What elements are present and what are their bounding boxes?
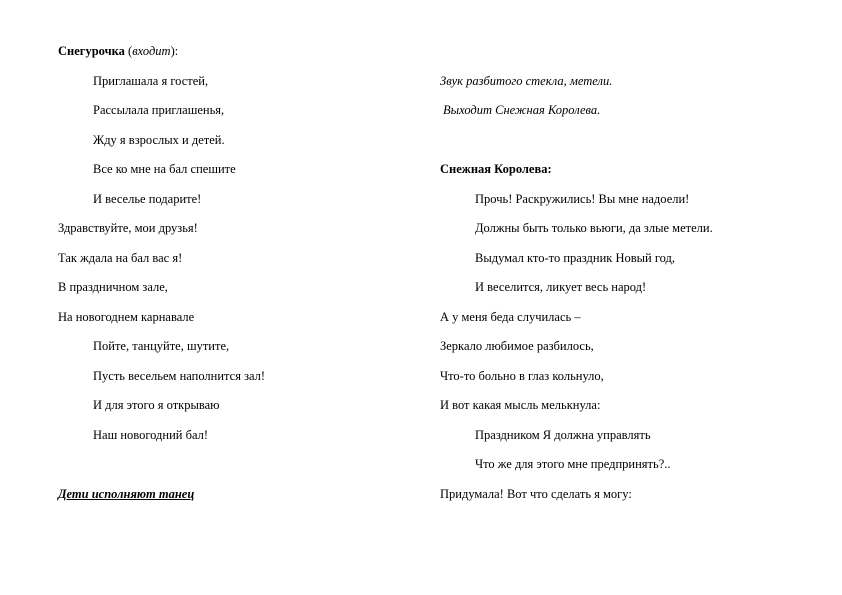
stage-direction-entrance: Выходит Снежная Королева. [443,103,601,117]
stage-note: входит [132,44,171,58]
speaker-name: Снегурочка [58,44,125,58]
greeting-line: В праздничном зале, [58,280,168,294]
greeting-line: Здравствуйте, мои друзья! [58,221,198,235]
verse-line: Выдумал кто-то праздник Новый год, [475,251,676,265]
greeting-line: Так ждала на бал вас я! [58,251,183,265]
verse-line: И веселье подарите! [93,192,202,206]
closing-line: Придумала! Вот что сделать я могу: [440,487,632,501]
verse-line: Что же для этого мне предпринять?.. [475,457,671,471]
verse-line: Пусть весельем наполнится зал! [93,369,266,383]
verse-line: И для этого я открываю [93,398,220,412]
heading-paren-open: ( [124,44,133,58]
greeting-line: На новогоднем карнавале [58,310,195,324]
monologue-line: А у меня беда случилась – [440,310,581,324]
monologue-line: Зеркало любимое разбилось, [440,339,594,353]
verse-line: Прочь! Раскружились! Вы мне надоели! [475,192,690,206]
speaker-heading-snegurochka [58,44,178,59]
stage-direction-sound: Звук разбитого стекла, метели. [440,74,613,88]
verse-line: Все ко мне на бал спешите [93,162,236,176]
verse-line: Праздником Я должна управлять [475,428,651,442]
verse-line: Должны быть только вьюги, да злые метели. [475,221,713,235]
verse-line: Наш новогодний бал! [93,428,209,442]
verse-line: Приглашала я гостей, [93,74,209,88]
speaker-heading-snow-queen: Снежная Королева: [440,162,552,176]
stage-direction: Дети исполняют танец [58,487,195,501]
monologue-line: Что-то больно в глаз кольнуло, [440,369,604,383]
verse-line: Пойте, танцуйте, шутите, [93,339,230,353]
heading-paren-close: ): [170,44,179,58]
monologue-line: И вот какая мысль мелькнула: [440,398,601,412]
verse-line: Жду я взрослых и детей. [93,133,225,147]
verse-line: Рассылала приглашенья, [93,103,225,117]
verse-line: И веселится, ликует весь народ! [475,280,647,294]
